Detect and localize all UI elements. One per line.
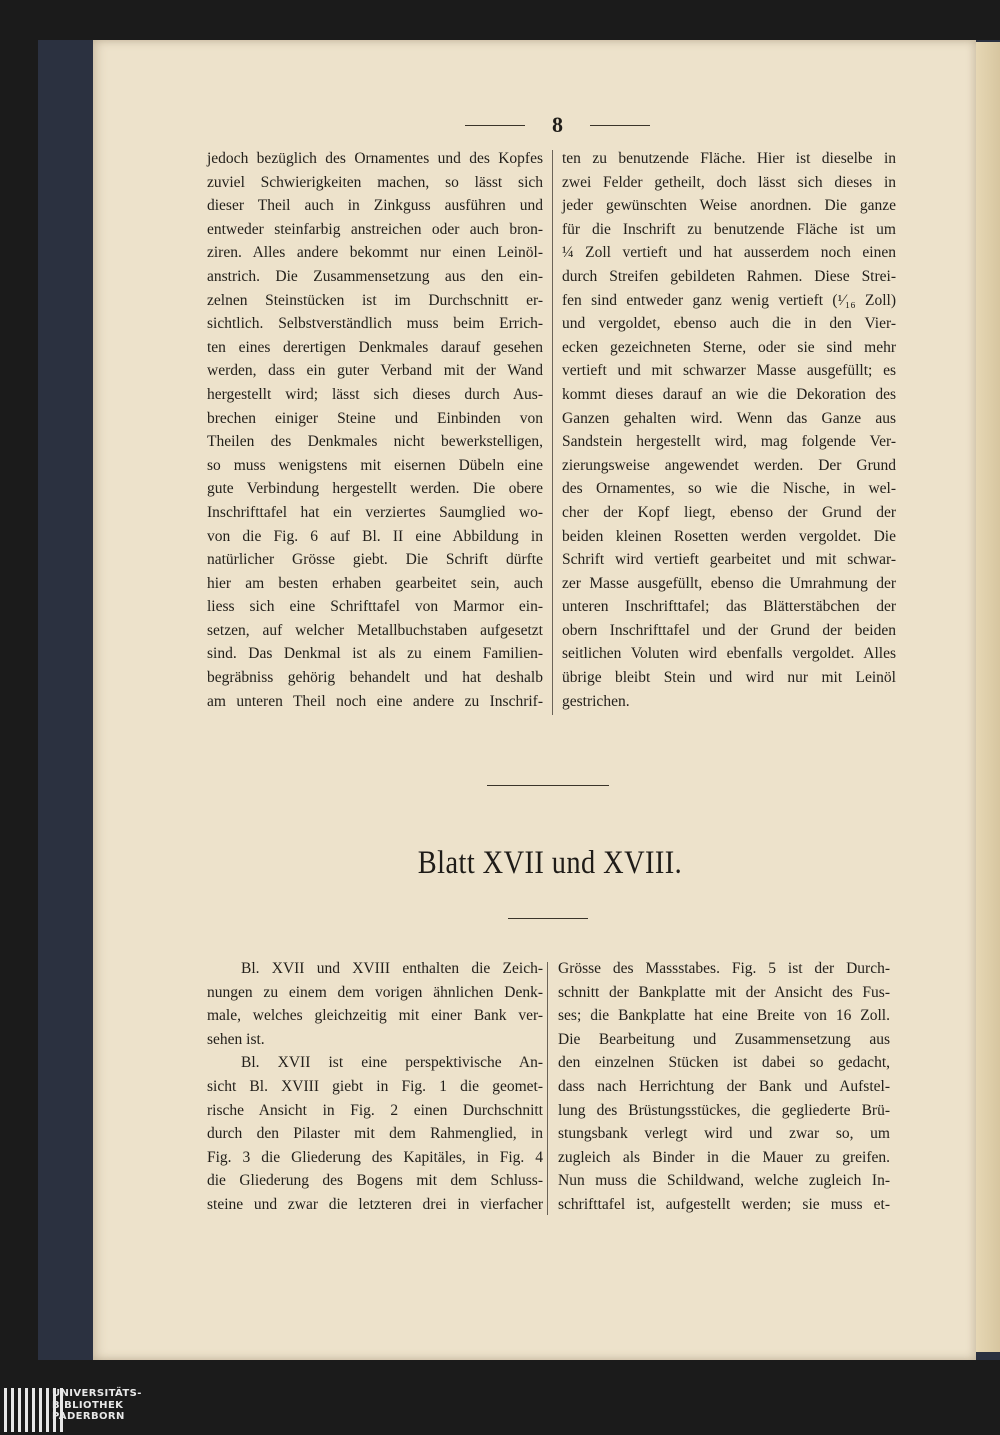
library-name-line-3: PADERBORN bbox=[52, 1411, 125, 1422]
column-divider-top bbox=[552, 150, 553, 715]
text-line: sicht Bl. XVIII giebt in Fig. 1 die geomet- bbox=[207, 1077, 543, 1095]
library-footer bbox=[0, 1385, 1000, 1435]
library-name-line-1: UNIVERSITÄTS- bbox=[52, 1388, 142, 1399]
text-line: anstrich. Die Zusammensetzung aus den ein- bbox=[207, 267, 543, 285]
text-line: brechen einiger Steine und Einbinden von bbox=[207, 409, 543, 427]
text-line: unteren Inschrifttafel; das Blätterstäbchen der bbox=[562, 598, 896, 616]
text-line: ten eines derertigen Denkmales darauf gesehen bbox=[207, 338, 543, 356]
text-line: und vergoldet, ebenso auch die in den Vier- bbox=[562, 315, 896, 333]
text-line: ziren. Alles andere bekommt nur einen Leinöl- bbox=[207, 244, 543, 262]
text-line: schnitt der Bankplatte mit der Ansicht des Fus- bbox=[558, 983, 890, 1001]
text-line: zugleich als Binder in die Mauer zu greifen. bbox=[558, 1148, 890, 1166]
text-line: Sandstein hergestellt wird, mag folgende Ver- bbox=[562, 433, 896, 451]
text-line: begräbniss gehörig behandelt und hat deshalb bbox=[207, 669, 543, 687]
text-line: ses; die Bankplatte hat eine Breite von 16 Zoll. bbox=[558, 1007, 890, 1025]
text-line: hergestellt wird; lässt sich dieses durch Aus- bbox=[207, 385, 543, 403]
page-number: 8 bbox=[552, 112, 563, 137]
text-line: sind. Das Denkmal ist als zu einem Familien- bbox=[207, 645, 543, 663]
header-rule-right bbox=[590, 125, 650, 126]
text-line: zuviel Schwierigkeiten machen, so lässt sich bbox=[207, 173, 543, 191]
column-divider-bottom bbox=[547, 962, 548, 1215]
text-line: vertieft und mit schwarzer Masse ausgefüllt; es bbox=[562, 362, 896, 380]
text-line: durch den Pilaster mit dem Rahmenglied, in bbox=[207, 1125, 543, 1143]
text-line: ¼ Zoll vertieft und hat ausserdem noch einen bbox=[562, 244, 896, 262]
text-line: hier am besten erhaben gearbeitet sein, auch bbox=[207, 574, 543, 592]
text-line: obern Inschrifttafel und der Grund der beiden bbox=[562, 621, 896, 639]
text-line: durch Streifen gebildeten Rahmen. Diese Strei- bbox=[562, 267, 896, 285]
text-line: zer Masse ausgefüllt, ebenso die Umrahmung der bbox=[562, 574, 896, 592]
text-line: seitlichen Voluten wird ebenfalls vergoldet. Alles bbox=[562, 645, 896, 663]
heading-underline-rule bbox=[508, 918, 588, 919]
library-logo-text bbox=[52, 1388, 142, 1423]
text-line: fen sind entweder ganz wenig vertieft (¹⁄₁₆ Zoll) bbox=[562, 291, 896, 309]
text-line: beiden kleinen Rosetten werden vergoldet. Die bbox=[562, 527, 896, 545]
text-line: male, welches gleichzeitig mit einer Bank ver- bbox=[207, 1007, 543, 1025]
text-line: liess sich eine Schrifttafel von Marmor ein- bbox=[207, 598, 543, 616]
text-line: sichtlich. Selbstverständlich muss beim Errich- bbox=[207, 315, 543, 333]
text-line: werden, dass ein guter Verband mit der Wand bbox=[207, 362, 543, 380]
section-heading: Blatt XVII und XVIII. bbox=[417, 845, 683, 881]
text-line: Bl. XVII ist eine perspektivische An- bbox=[241, 1054, 543, 1072]
text-line: zelnen Steinstücken ist im Durchschnitt er- bbox=[207, 291, 543, 309]
text-line: so muss wenigstens mit eisernen Dübeln eine bbox=[207, 456, 543, 474]
text-line: von die Fig. 6 auf Bl. II eine Abbildung in bbox=[207, 527, 543, 545]
library-name-line-2: BIBLIOTHEK bbox=[52, 1399, 124, 1411]
text-line: schrifttafel ist, aufgestellt werden; sie muss et- bbox=[558, 1195, 890, 1213]
text-line: dieser Theil auch in Zinkguss ausführen und bbox=[207, 197, 543, 215]
text-column-right-top bbox=[562, 147, 896, 713]
text-line: jedoch bezüglich des Ornamentes und des Kopfes bbox=[207, 150, 543, 167]
text-line: stungsbank verlegt wird und zwar so, um bbox=[558, 1125, 890, 1143]
text-line: übrige bleibt Stein und wird nur mit Leinöl bbox=[562, 669, 896, 687]
text-line: kommt dieses darauf an wie die Dekoration des bbox=[562, 385, 896, 403]
text-line: nungen zu einem dem vorigen ähnlichen Denk- bbox=[207, 983, 543, 1001]
text-line: die Gliederung des Bogens mit dem Schluss- bbox=[207, 1172, 543, 1190]
section-separator-rule bbox=[487, 785, 609, 786]
text-line: cher der Kopf liegt, ebenso der Grund der bbox=[562, 503, 896, 521]
text-line: Nun muss die Schildwand, welche zugleich In- bbox=[558, 1172, 890, 1190]
text-line: steine und zwar die letzteren drei in vierfacher bbox=[207, 1195, 543, 1213]
text-line: entweder steinfarbig anstreichen oder auch bron- bbox=[207, 220, 543, 238]
text-line: jeder gewünschten Weise anordnen. Die ganze bbox=[562, 197, 896, 215]
text-column-left-bottom bbox=[207, 957, 543, 1217]
text-line: lung des Brüstungsstückes, die gegliederte Brü- bbox=[558, 1101, 890, 1119]
text-line: zwei Felder getheilt, doch lässt sich dieses in bbox=[562, 173, 896, 191]
text-line: dass nach Herrichtung der Bank und Aufstel- bbox=[558, 1077, 890, 1095]
text-line: Inschrifttafel hat ein verziertes Saumglied wo- bbox=[207, 503, 543, 521]
text-line: am unteren Theil noch eine andere zu Inschrif- bbox=[207, 692, 543, 710]
text-line: natürlicher Grösse giebt. Die Schrift dürfte bbox=[207, 551, 543, 569]
text-line: Schrift wird vertieft gearbeitet und mit schwar- bbox=[562, 551, 896, 569]
text-line: Ganzen gehalten wird. Wenn das Ganze aus bbox=[562, 409, 896, 427]
text-line: Theilen des Denkmales nicht bewerkstelligen, bbox=[207, 433, 543, 451]
text-line: gestrichen. bbox=[562, 692, 630, 710]
text-column-right-bottom bbox=[558, 957, 890, 1217]
page-number-header bbox=[465, 112, 650, 136]
text-column-left-top bbox=[207, 147, 543, 713]
text-line: des Ornamentes, so wie die Nische, in wel- bbox=[562, 480, 896, 498]
text-line: rische Ansicht in Fig. 2 einen Durchschnitt bbox=[207, 1101, 543, 1119]
text-line: ten zu benutzende Fläche. Hier ist dieselbe in bbox=[562, 150, 896, 167]
text-line: setzen, auf welcher Metallbuchstaben aufgesetzt bbox=[207, 621, 543, 639]
text-line: zierungsweise angewendet werden. Der Grund bbox=[562, 456, 896, 474]
text-line: Fig. 3 die Gliederung des Kapitäles, in Fig. 4 bbox=[207, 1148, 543, 1166]
text-line: Grösse des Massstabes. Fig. 5 ist der Durch- bbox=[558, 960, 890, 977]
text-line: Die Bearbeitung und Zusammensetzung aus bbox=[558, 1030, 890, 1048]
text-line: sehen ist. bbox=[207, 1030, 265, 1048]
text-line: gute Verbindung hergestellt werden. Die obere bbox=[207, 480, 543, 498]
text-line: für die Inschrift zu benutzende Fläche ist um bbox=[562, 220, 896, 238]
text-line: Bl. XVII und XVIII enthalten die Zeich- bbox=[241, 960, 543, 977]
text-line: ecken gezeichneten Sterne, oder sie sind mehr bbox=[562, 338, 896, 356]
text-line: den einzelnen Stücken ist dabei so gedacht, bbox=[558, 1054, 890, 1072]
